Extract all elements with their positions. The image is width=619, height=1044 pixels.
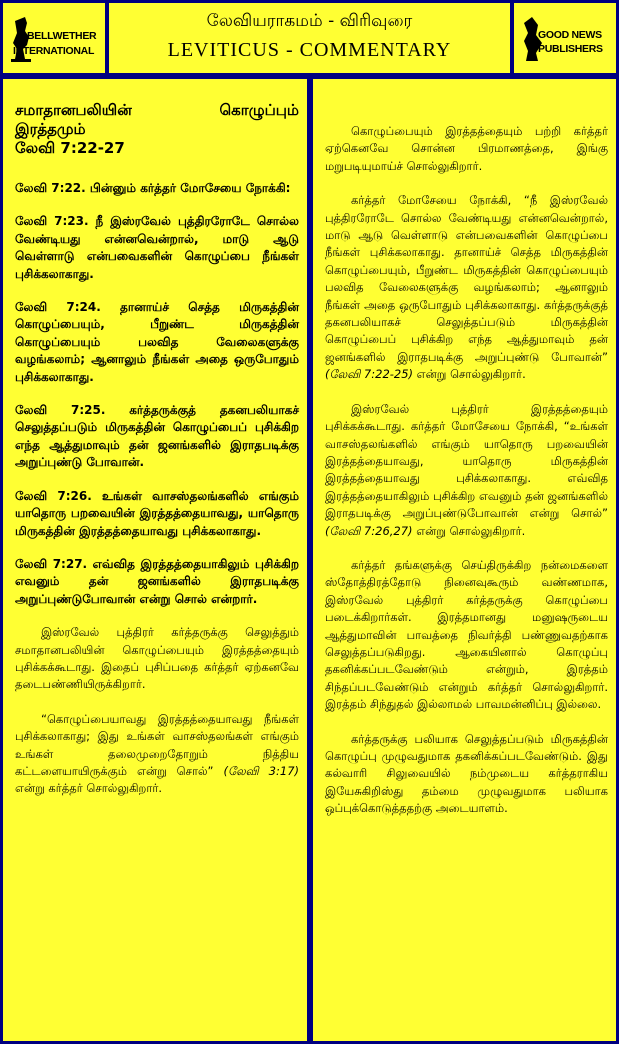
commentary-paragraph: கொழுப்பையும் இரத்தத்தையும் பற்றி கர்த்தர் ஏற்கெனவே சொன்ன பிரமாணத்தை, இங்கு மறுபடியுமாய்ச் சொல்லுகிறார். <box>325 124 608 173</box>
commentary-paragraph: இஸ்ரவேல் புத்திரர் கர்த்தருக்கு செலுத்தும் சமாதானபலியின் கொழுப்பையும் இரத்தத்தையும் புசிக்கக்கூடாது. இதைப் புசிப்பதை கர்த்தர் ஏற்கனவே தடைபண்ணியிருக்கிறார். <box>15 625 299 692</box>
bellwether-line2: INTERNATIONAL <box>13 45 95 57</box>
scripture-reference: (லேவி 7:26,27) <box>325 523 413 538</box>
verse-7-26: லேவி 7:26. உங்கள் வாசஸ்தலங்களில் எங்கும் யாதொரு பறவையின் இரத்தத்தையாவது, யாதொரு மிருகத்தின் இரத்தத்தையாவது புசிக்கலாகாது. <box>15 488 299 538</box>
header-title-english: LEVITICUS - COMMENTARY <box>167 39 452 61</box>
verse-7-27: லேவி 7:27. எவ்வித இரத்தத்தையாகிலும் புசிக்கிற எவனும் தன் ஜனங்களில் இராதபடிக்கு அறுப்புண்டுபோவான் என்று சொல் என்றார். <box>15 556 299 606</box>
section-title-line2: இரத்தமும் <box>15 120 86 138</box>
good-news-line2: PUBLISHERS <box>538 43 603 55</box>
verse-7-22: லேவி 7:22. பின்னும் கர்த்தர் மோசேயை நோக்கி: <box>15 181 291 195</box>
page-header <box>109 3 510 73</box>
quote-text: “கொழுப்பையாவது இரத்தத்தையாவது நீங்கள் புசிக்கலாகாது; இது உங்கள் வாசஸ்தலங்கள் எங்கும் உங்கள் தலைமுறைதோறும் நித்திய கட்டளையாயிருக்கும் என்று சொல்” <box>15 711 299 778</box>
verse-7-24: லேவி 7:24. தானாய்ச் செத்த மிருகத்தின் கொழுப்பையும், பீறுண்ட மிருகத்தின் கொழுப்பையும் பலவித வேலைகளுக்கு வழங்கலாம்; ஆனாலும் நீங்கள் அதை ஒருபோதும் புசிக்கலாகாது. <box>15 300 299 384</box>
quote-text: இஸ்ரவேல் புத்திரர் இரத்தத்தையும் புசிக்கக்கூடாது. கர்த்தர் மோசேயை நோக்கி, “உங்கள் வாசஸ்தலங்களில் எங்கும் யாதொரு பறவையின் இரத்தத்தையாவது, யாதொரு மிருகத்தின் இரத்தத்தையாவது புசிக்கலாகாது. எவ்வித இரத்தத்தையாகிலும் புசிக்கிற எவனும் தன் ஜனங்களில் இராதபடிக்கு அறுப்புண்டுபோவான் என்று சொல்” <box>325 401 608 521</box>
quote-tail: என்று கர்த்தர் சொல்லுகிறார். <box>15 781 163 796</box>
quote-tail: என்று சொல்லுகிறார். <box>413 367 526 382</box>
section-title-line1: சமாதானபலியின் கொழுப்பும் <box>15 101 299 119</box>
commentary-paragraph <box>325 192 608 383</box>
quote-text: கர்த்தர் மோசேயை நோக்கி, “நீ இஸ்ரவேல் புத்திரரோடே சொல்ல வேண்டியது என்னவென்றால், மாடு ஆடு வெள்ளாடு என்பவைகளின் கொழுப்பை நீங்கள் புசிக்கலாகாது. தானாய்ச் செத்த மிருகத்தின் கொழுப்பையும், பீறுண்ட மிருகத்தின் கொழுப்பையும் பலவித வேலைகளுக்கு வழங்கலாம்; ஆனாலும் நீங்கள் அதை ஒருபோதும் புசிக்கலாகாது. கர்த்தருக்குத் தகனபலியாகச் செலுத்தப்படும் மிருகத்தின் கொழுப்பைப் புசிக்கிற எந்த ஆத்துமாவும் தன் ஜனங்களில் இராதபடிக்கு அறுப்புண்டு போவான்” <box>325 193 608 364</box>
good-news-logo <box>514 3 616 73</box>
verse-7-25: லேவி 7:25. கர்த்தருக்குத் தகனபலியாகச் செலுத்தப்படும் மிருகத்தின் கொழுப்பைப் புசிக்கிற எந்த ஆத்துமாவும் தன் ஜனங்களில் இராதபடிக்கு அறுப்புண்டு போவான். <box>15 403 299 470</box>
commentary-paragraph <box>15 711 299 798</box>
good-news-line1: GOOD NEWS <box>538 29 602 41</box>
section-title-reference: லேவி 7:22-27 <box>15 139 125 157</box>
scripture-reference: (லேவி 7:22-25) <box>325 367 414 382</box>
bellwether-line1: BELLWETHER <box>27 30 97 42</box>
header-title-tamil: லேவியராகமம் - விரிவுரை <box>206 11 413 31</box>
commentary-paragraph <box>325 401 608 540</box>
right-column <box>313 79 616 1041</box>
commentary-paragraph: கர்த்தருக்கு பலியாக செலுத்தப்படும் மிருகத்தின் கொழுப்பு முழுவதுமாக தகனிக்கப்படவேண்டும். இது கல்வாரி சிலுவையில் நம்முடைய கர்த்தராகிய இயேசுகிறிஸ்து தம்மை முழுவதுமாக பலியாக ஒப்புக்கொடுத்ததற்கு அடையாளம். <box>325 731 608 816</box>
scripture-reference: (லேவி 3:17) <box>223 763 299 778</box>
commentary-paragraph: கர்த்தர் தங்களுக்கு செய்திருக்கிற நன்மைகளை ஸ்தோத்திரத்தோடு நினைவுகூரும் வண்ணமாக, இஸ்ரவேல் புத்திரர் கர்த்தருக்கு கொழுப்பை படைக்கிறார்கள். இரத்தமானது மனுஷருடைய ஆத்துமாவின் பாவத்தை நிவர்த்தி பண்ணுவதற்காக செலுத்தப்படுகிறது. ஆகையினால் கொழுப்பு தகனிக்கப்படவேண்டும் என்றும், இரத்தம் சிந்தப்படவேண்டும் என்றும் கர்த்தர் சொல்லுகிறார். இரத்தம் சிந்துதல் இல்லாமல் பாவமன்னிப்பு இல்லை. <box>325 557 608 712</box>
verse-7-23: லேவி 7:23. நீ இஸ்ரவேல் புத்திரரோடே சொல்ல வேண்டியது என்னவென்றால், மாடு ஆடு வெள்ளாடு என்பவைகளின் கொழுப்பை நீங்கள் புசிக்கலாகாது. <box>15 214 299 281</box>
left-column <box>3 79 307 1041</box>
quote-tail: என்று சொல்லுகிறார். <box>412 523 526 538</box>
bellwether-logo <box>3 3 105 73</box>
